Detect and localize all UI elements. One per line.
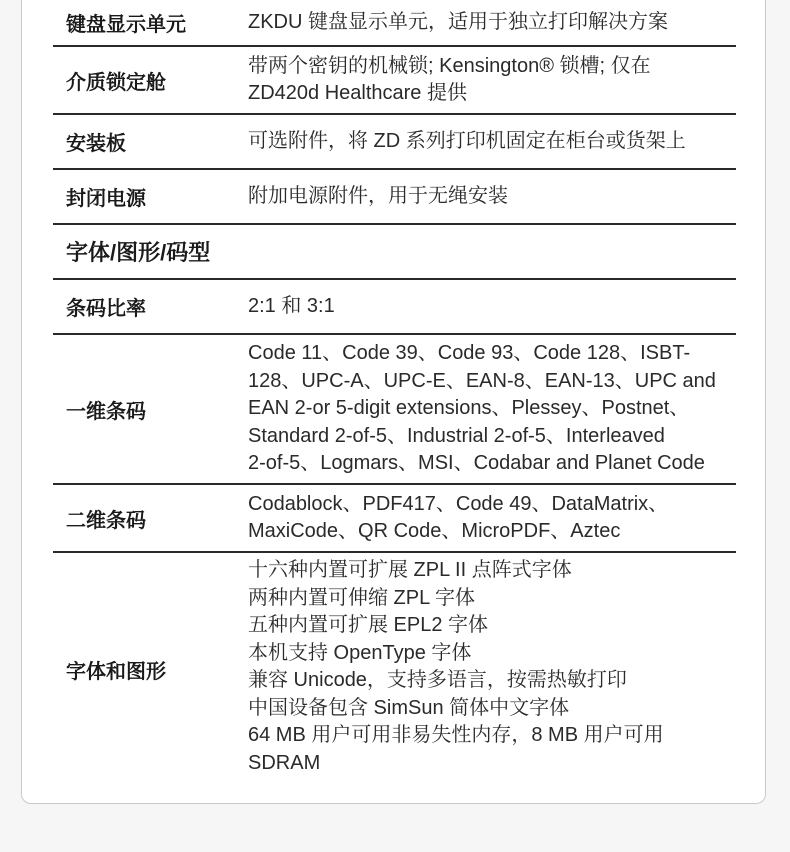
spec-value [248,280,732,333]
spec-label: 封闭电源 [66,188,146,210]
spec-row-mounting-plate [53,115,736,170]
spec-row-linear-barcodes [53,335,736,485]
spec-row-keyboard-display [53,0,736,47]
spec-value-line: 128、UPC-A、UPC-E、EAN-8、EAN-13、UPC and [248,369,716,392]
section-header-fonts-graphics [53,225,736,280]
spec-value-line: Codablock、PDF417、Code 49、DataMatrix、 [248,492,669,515]
spec-value-line: SDRAM [248,751,321,774]
spec-label: 条码比率 [66,298,146,320]
spec-value-line: 2-of-5、Logmars、MSI、Codabar and Planet Code [248,452,705,475]
spec-value [248,0,732,45]
spec-value-line: Standard 2-of-5、Industrial 2-of-5、Interleaved [248,424,665,447]
section-title: 字体/图形/码型 [66,240,211,265]
spec-value [248,553,732,785]
spec-value-line: 两种内置可伸缩 ZPL 字体 [248,586,476,609]
spec-label: 介质锁定舱 [66,71,166,94]
spec-value [248,115,732,168]
spec-value [248,47,732,113]
spec-row-barcode-ratio [53,280,736,335]
spec-label: 一维条码 [66,400,146,423]
spec-value [248,170,732,223]
spec-value-line: EAN 2-or 5-digit extensions、Plessey、Postnet、 [248,397,690,420]
spec-value-line: 中国设备包含 SimSun 简体中文字体 [248,696,570,719]
spec-row-fonts-graphics [53,553,736,785]
spec-row-media-lock [53,47,736,115]
spec-value [248,485,732,551]
spec-value-line: 十六种内置可扩展 ZPL II 点阵式字体 [248,559,572,581]
spec-value-line: ZKDU 键盘显示单元，适用于独立打印解决方案 [248,10,668,33]
spec-value-line: 2:1 和 3:1 [248,294,335,317]
spec-value [248,335,732,483]
spec-value-line: 兼容 Unicode，支持多语言，按需热敏打印 [248,669,627,691]
spec-value-line: Code 11、Code 39、Code 93、Code 128、ISBT- [248,342,691,365]
spec-row-2d-barcodes [53,485,736,553]
spec-label: 键盘显示单元 [66,14,186,36]
spec-value-line: 五种内置可扩展 EPL2 字体 [248,614,489,636]
spec-label: 二维条码 [66,509,146,532]
spec-value-line: 本机支持 OpenType 字体 [248,641,472,664]
spec-label: 安装板 [66,133,126,155]
spec-value-line: MaxiCode、QR Code、MicroPDF、Aztec [248,520,621,542]
spec-value-line: ZD420d Healthcare 提供 [248,82,467,104]
spec-value-line: 带两个密钥的机械锁; Kensington® 锁槽; 仅在 [248,54,651,77]
spec-value-line: 64 MB 用户可用非易失性内存，8 MB 用户可用 [248,724,664,746]
spec-value-line: 附加电源附件，用于无绳安装 [248,184,508,207]
spec-row-enclosed-power [53,170,736,225]
spec-value-line: 可选附件，将 ZD 系列打印机固定在柜台或货架上 [248,129,686,152]
spec-label: 字体和图形 [66,660,166,683]
